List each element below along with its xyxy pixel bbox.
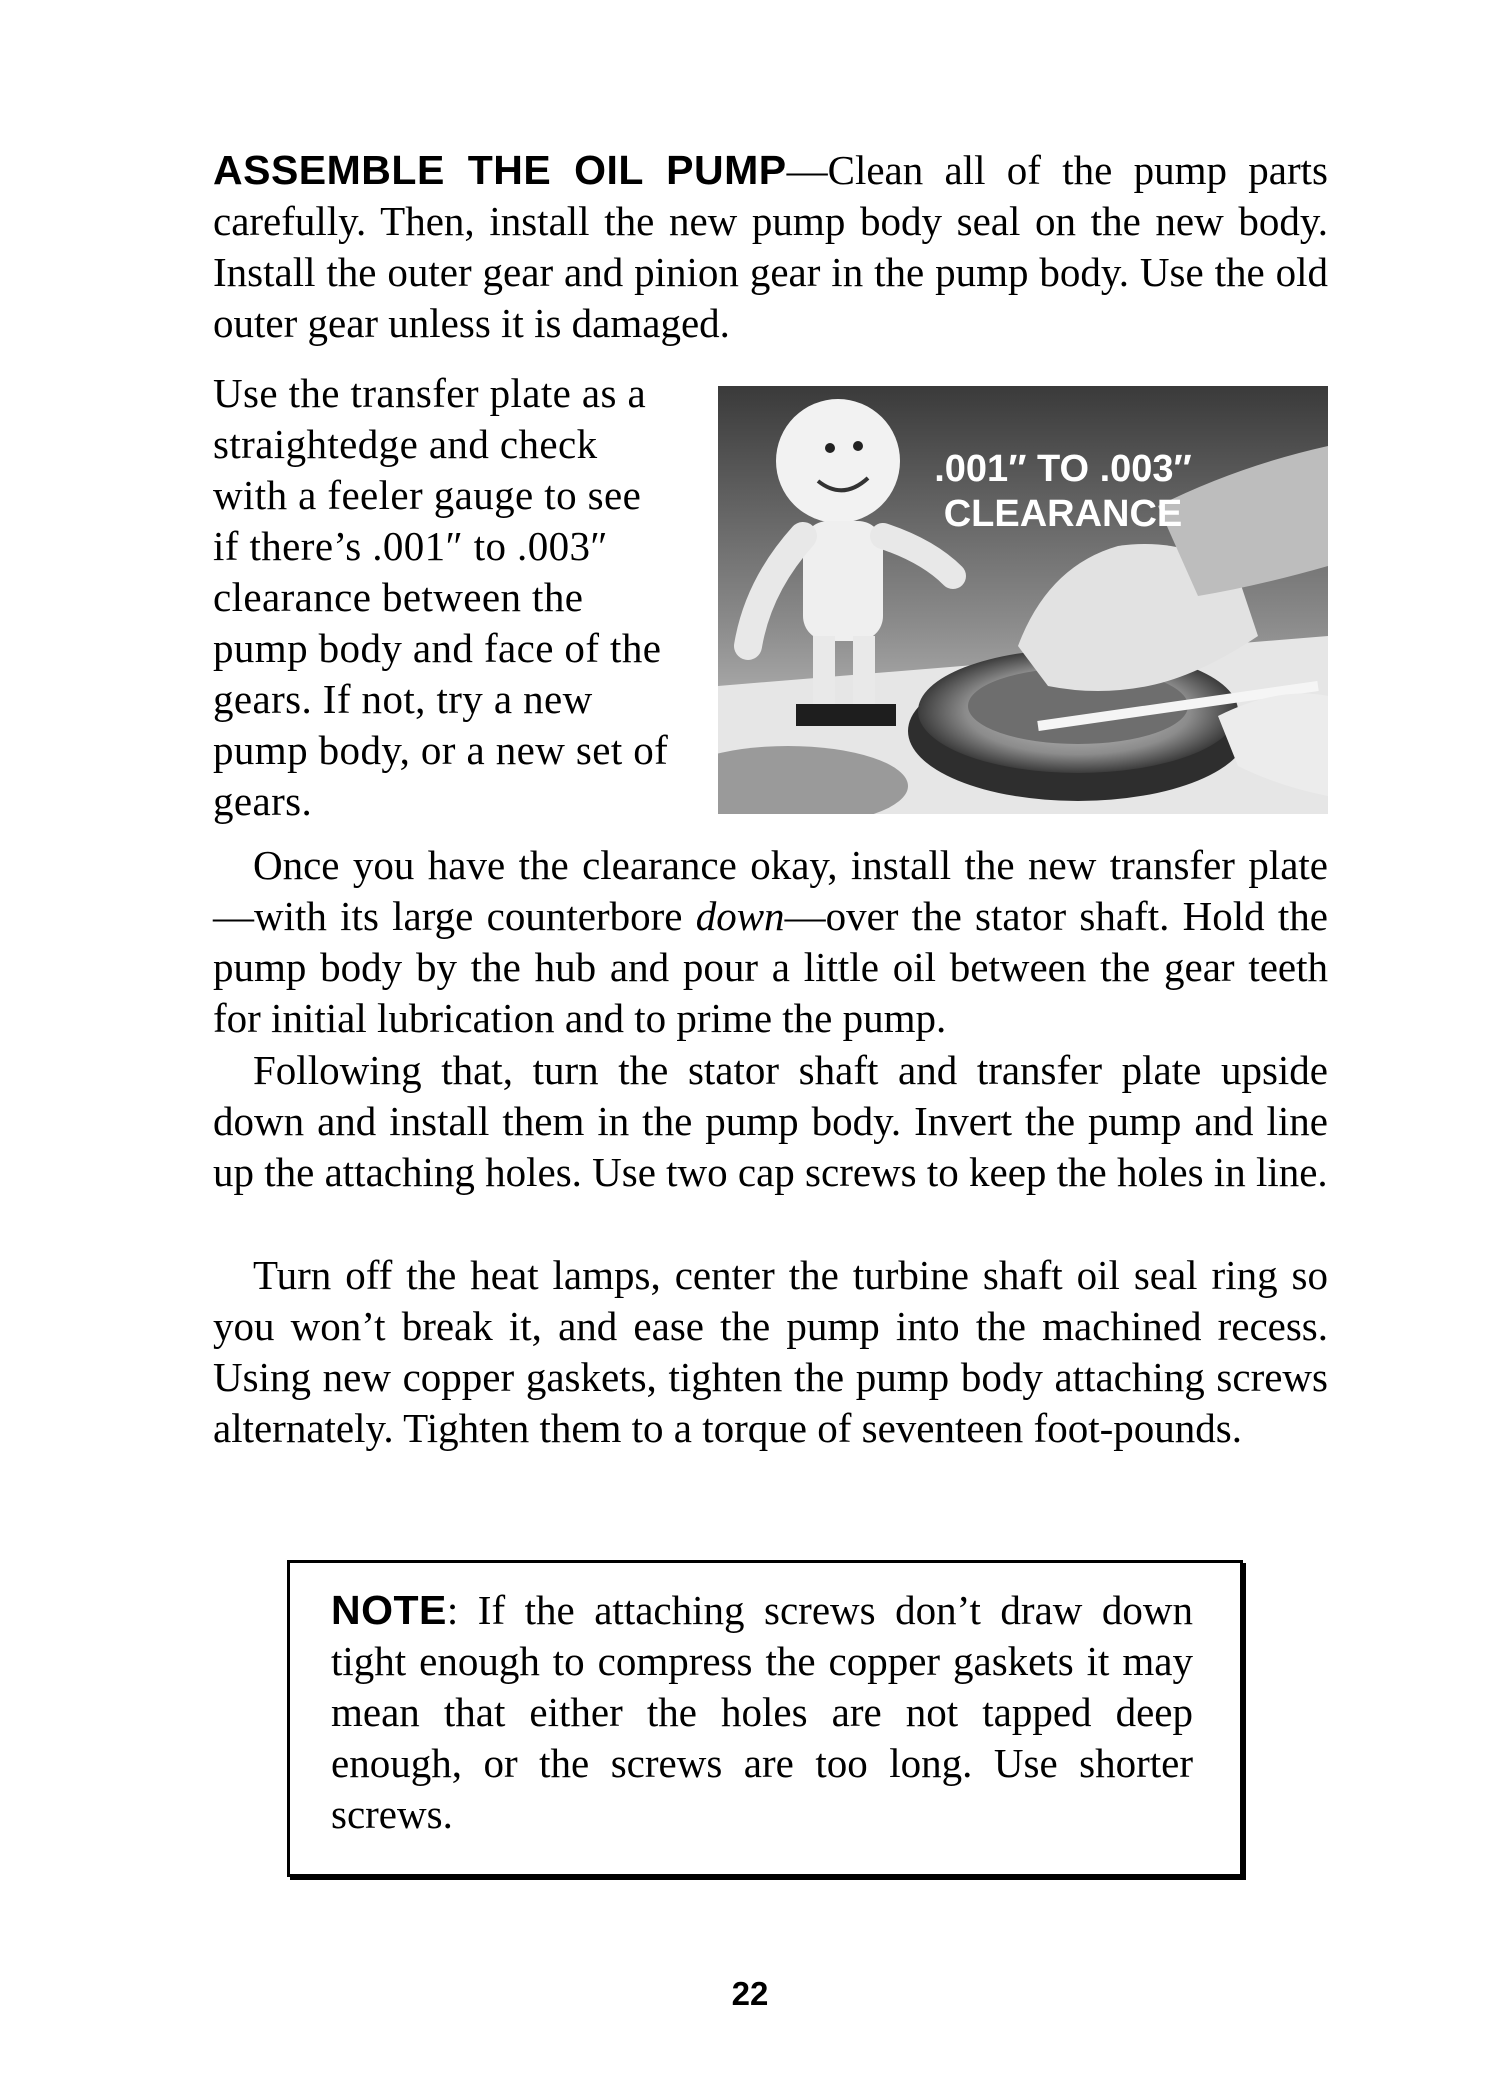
note-label: NOTE (331, 1587, 447, 1633)
paragraph3-text-a: Once you have the clearance okay, install the new transfer plate—with its large counterbore (213, 842, 1328, 939)
side-paragraph: Use the transfer plate as a straightedge and check with a feeler gauge to see if there’s .001″ to .003″ clearance between the pump body and face of the gears. If not, try a new pump body, or a new set of gears. (213, 370, 669, 824)
paragraph-transfer-plate (213, 840, 1328, 1044)
section-heading: ASSEMBLE THE OIL PUMP (213, 147, 787, 193)
note-paragraph (331, 1585, 1193, 1840)
clearance-label-line2: CLEARANCE (943, 493, 1183, 535)
page-number: 22 (731, 1975, 769, 2012)
oil-pump-photo (718, 386, 1328, 814)
paragraph3-text-b: —over the stator shaft. Hold the pump body by the hub and pour a little oil between the gear teeth for initial lubrication and to prime the pump. (213, 893, 1328, 1041)
paragraph-invert-pump: Following that, turn the stator shaft and transfer plate upside down and install them in the pump body. Invert the pump and line up the attaching holes. Use two cap screws to keep the holes in line. (213, 1047, 1328, 1195)
note-box (287, 1560, 1243, 1877)
note-text: : If the attaching screws don’t draw down tight enough to compress the copper gaskets it may mean that either the holes are not tapped deep enough, or the screws are too long. Use shorter screws. (331, 1587, 1193, 1837)
intro-paragraph (213, 145, 1328, 349)
clearance-label-line1: .001″ TO .003″ (934, 448, 1192, 490)
intro-text: —Clean all of the pump parts carefully. Then, install the new pump body seal on the new body. Install the outer gear and pinion gear in the pump body. Use the old outer gear unless it is damaged. (213, 147, 1328, 346)
paragraph-torque: Turn off the heat lamps, center the turbine shaft oil seal ring so you won’t break it, and ease the pump into the machined recess. Using new copper gaskets, tighten the pump body attaching screws alternately. Tighten them to a torque of seventeen foot-pounds. (213, 1252, 1328, 1451)
emphasis-down: down (695, 893, 785, 939)
